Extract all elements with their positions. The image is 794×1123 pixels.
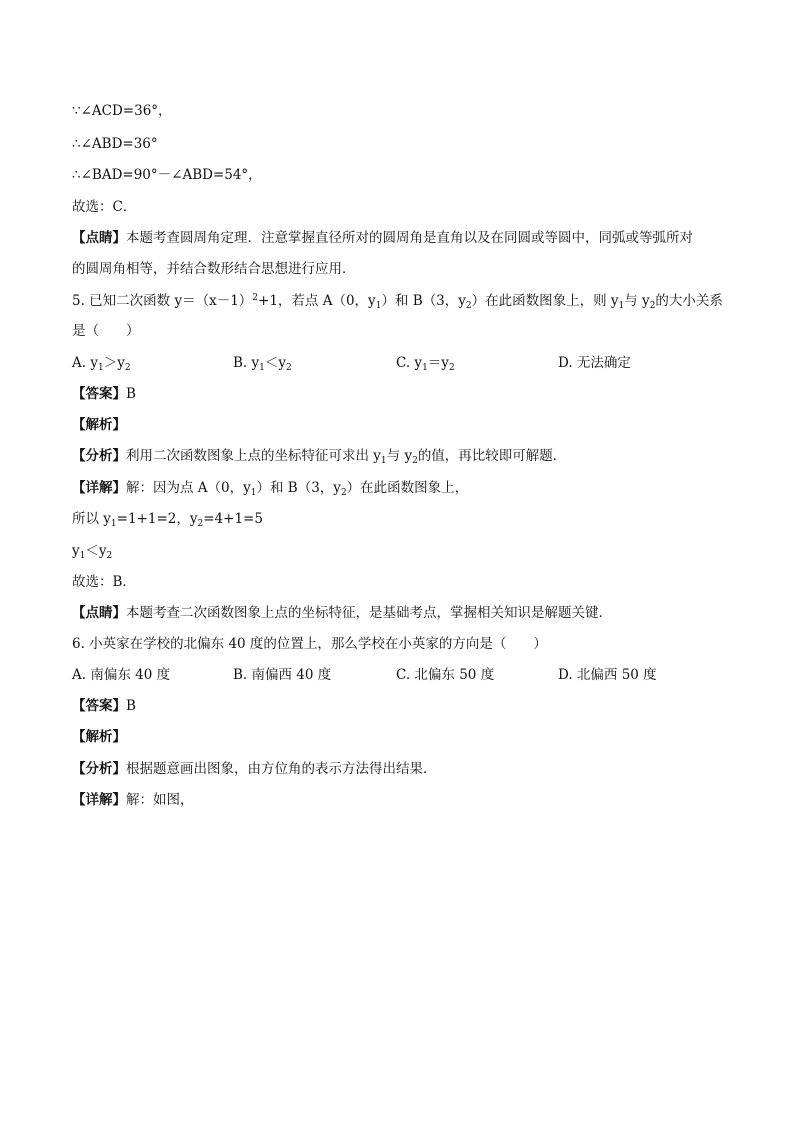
q5-text: 5. 已知二次函数 y＝（x－1） (72, 293, 253, 309)
answer-tag: 【答案】 (72, 386, 126, 402)
answer-tag: 【答案】 (72, 698, 126, 714)
q5-comment: 【点睛】本题考查二次函数图象上点的坐标特征，是基础考点，掌握相关知识是解题关键． (72, 605, 612, 621)
q6-option-c: C. 北偏东 50 度 (396, 667, 495, 683)
subscript: 1 (375, 301, 382, 311)
text-line: ∴∠BAD=90°－∠ABD=54°， (72, 167, 262, 183)
q5-option-d: D. 无法确定 (558, 355, 631, 371)
q5-text: ）在此函数图象上，则 y (471, 293, 619, 309)
subscript: 2 (649, 301, 656, 311)
dianjing-tag: 【点睛】 (72, 605, 126, 621)
answer-value: B (126, 698, 136, 714)
q5-exponent: 2 (252, 293, 259, 303)
q5-calc: 所以 $y_1=1+1=2$，$y_2=4+1=5$ (72, 511, 263, 529)
q5-text: 与 y (624, 293, 650, 309)
comment-text: 本题考查圆周角定理．注意掌握直径所对的圆周角是直角以及在同圆或等圆中，同弧或等弧所对 (126, 230, 693, 246)
question-5 (72, 292, 723, 310)
q6-option-b: B. 南偏西 40 度 (233, 667, 332, 683)
comment-line: 的圆周角相等，并结合数形结合思想进行应用． (72, 261, 356, 277)
q5-choose: 故选：B． (72, 574, 136, 590)
q5-text: 的大小关系 (655, 293, 723, 309)
text-line: 故选：C． (72, 199, 137, 215)
q5-option-a: A. $y_1>y_2$ (72, 355, 131, 373)
answer-value: B (126, 386, 136, 402)
comment-line (72, 229, 693, 247)
xiangjie-tag: 【详解】 (72, 792, 126, 808)
q5-option-b: B. $y_1<y_2$ (233, 355, 292, 373)
text-line: ∵∠ACD=36°， (72, 103, 172, 119)
q6-option-a: A. 南偏东 40 度 (72, 667, 171, 683)
q5-compare: $y_1<y_2$ (72, 543, 113, 561)
fenxi-tag: 【分析】 (72, 761, 126, 777)
q6-option-d: D. 北偏西 50 度 (558, 667, 657, 683)
dianjing-tag: 【点睛】 (72, 230, 126, 246)
q6-jiexi-tag: 【解析】 (72, 729, 126, 745)
q5-text: +1，若点 A（0，y (258, 293, 376, 309)
q5-detail: 【详解】解：因为点 A（0，$y_1$）和 B（3，$y_2$）在此函数图象上， (72, 480, 469, 498)
fenxi-tag: 【分析】 (72, 448, 126, 464)
xiangjie-tag: 【详解】 (72, 480, 126, 496)
q6-detail: 【详解】解：如图， (72, 792, 194, 808)
q6-analysis: 【分析】根据题意画出图象，由方位角的表示方法得出结果． (72, 761, 437, 777)
subscript: 1 (618, 301, 625, 311)
q5-jiexi-tag: 【解析】 (72, 417, 126, 433)
question-6: 6. 小英家在学校的北偏东 40 度的位置上，那么学校在小英家的方向是（ ） (72, 636, 547, 652)
q5-analysis: 【分析】利用二次函数图象上点的坐标特征可求出 $y_1$与 $y_2$的值，再比较即可解题． (72, 448, 567, 466)
q5-option-c: C. $y_1=y_2$ (396, 355, 455, 373)
text-line: ∴∠ABD=36° (72, 136, 158, 152)
q5-text: ）和 B（3，y (381, 293, 466, 309)
q5-answer (72, 385, 136, 403)
subscript: 2 (465, 301, 472, 311)
question-5-line2: 是（ ） (72, 323, 140, 339)
q6-answer (72, 697, 136, 715)
